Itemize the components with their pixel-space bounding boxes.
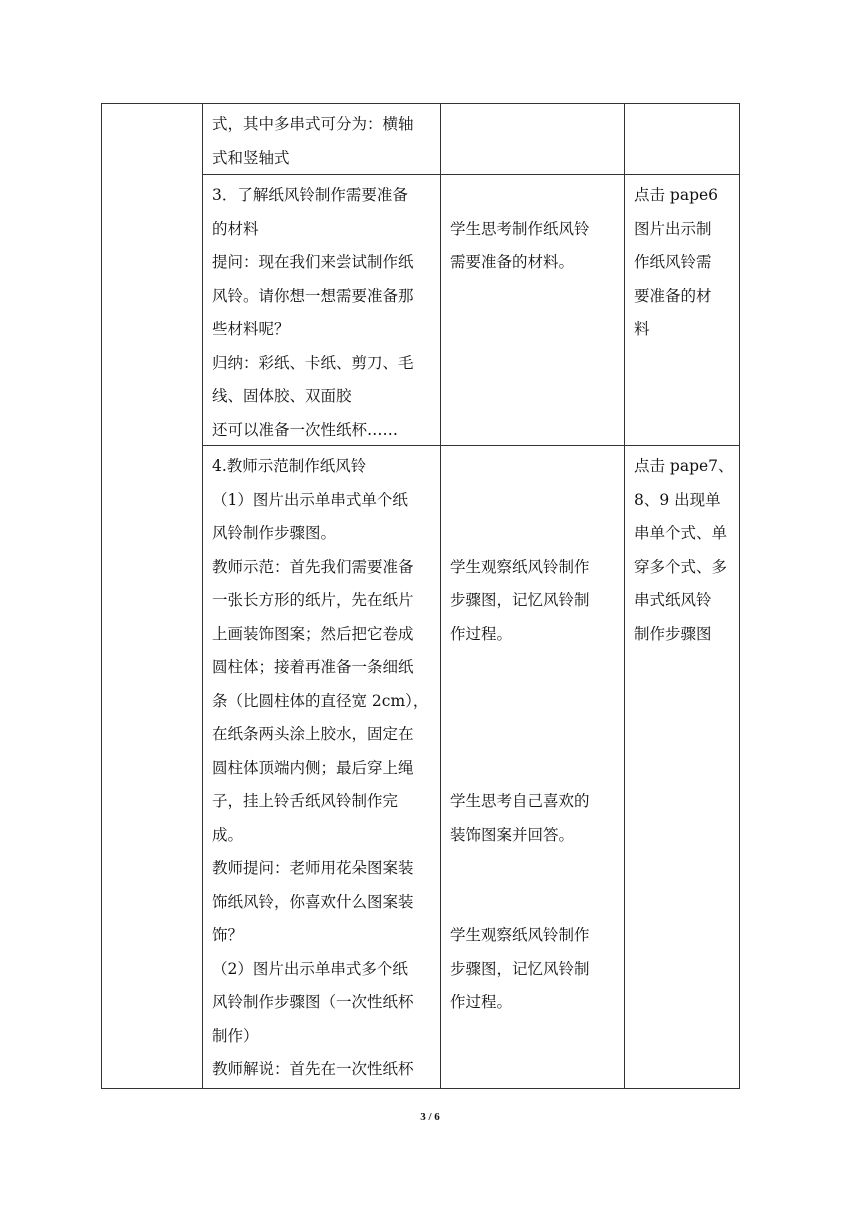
text-line: 学生观察纸风铃制作 xyxy=(450,557,590,576)
text-line: 料 xyxy=(634,320,650,338)
text-line: 饰？ xyxy=(212,926,244,944)
text-line: 点击 pape6 xyxy=(634,186,719,204)
text-line: 风铃。请你想一想需要准备那 xyxy=(212,286,414,305)
text-line: 学生思考制作纸风铃 xyxy=(450,219,590,238)
text-line: 式，其中多串式可分为：横轴 xyxy=(212,115,414,133)
lesson-plan-table xyxy=(101,103,740,1089)
text-line: 的材料 xyxy=(212,219,259,238)
text-line: 串式纸风铃 xyxy=(634,591,712,609)
table-cell-student-activity xyxy=(441,175,625,446)
page-number: 3 / 6 xyxy=(420,1111,440,1123)
text-line: 步骤图，记忆风铃制 xyxy=(450,591,590,609)
text-line: （2）图片出示单串式多个纸 xyxy=(212,959,408,978)
text-line: 条（比圆柱体的直径宽 2cm）， xyxy=(212,691,429,710)
text-line: 学生思考自己喜欢的 xyxy=(450,792,590,810)
text-line: 作过程。 xyxy=(450,993,513,1011)
table-row xyxy=(102,104,740,175)
text-line: 归纳：彩纸、卡纸、剪刀、毛 xyxy=(212,353,414,372)
text-line: 线、固体胶、双面胶 xyxy=(212,387,352,405)
text-line: 学生观察纸风铃制作 xyxy=(450,926,590,944)
text-line: 饰纸风铃，你喜欢什么图案装 xyxy=(212,892,414,911)
text-line: 圆柱体；接着再准备一条细纸 xyxy=(212,658,414,676)
text-line: 作过程。 xyxy=(450,624,513,643)
text-line: 圆柱体顶端内侧；最后穿上绳 xyxy=(212,758,414,777)
text-line: 步骤图，记忆风铃制 xyxy=(450,959,590,978)
text-line: 装饰图案并回答。 xyxy=(450,825,575,844)
text-line: 上画装饰图案；然后把它卷成 xyxy=(212,624,414,643)
table-cell-stage xyxy=(102,104,203,1089)
text-line: 风铃制作步骤图。 xyxy=(212,524,337,542)
text-line: 子，挂上铃舌纸风铃制作完 xyxy=(212,792,399,810)
text-line: 风铃制作步骤图（一次性纸杯 xyxy=(212,993,414,1011)
text-line: 教师解说：首先在一次性纸杯 xyxy=(212,1060,414,1078)
text-line: 些材料呢？ xyxy=(212,320,290,338)
text-line: 还可以准备一次性纸杯…… xyxy=(212,420,399,439)
text-line: 8、9 出现单 xyxy=(634,490,721,509)
text-line: 4.教师示范制作纸风铃 xyxy=(212,457,367,475)
text-line: 式和竖轴式 xyxy=(212,148,290,167)
table-cell-design-intent xyxy=(625,175,740,446)
text-line: 教师示范：首先我们需要准备 xyxy=(212,557,414,576)
text-line: 图片出示制 xyxy=(634,219,712,238)
text-line: 制作步骤图 xyxy=(634,624,712,643)
text-line: 3．了解纸风铃制作需要准备 xyxy=(212,186,408,204)
text-line: 教师提问：老师用花朵图案装 xyxy=(212,859,414,877)
text-line: 串单个式、单 xyxy=(634,524,728,542)
text-line: 要准备的材 xyxy=(634,286,712,305)
table-cell-design-intent xyxy=(625,446,740,1089)
table-cell-student-activity xyxy=(441,104,625,175)
text-line: 作纸风铃需 xyxy=(634,253,712,271)
text-line: 在纸条两头涂上胶水，固定在 xyxy=(212,725,414,743)
text-line: 需要准备的材料。 xyxy=(450,253,575,271)
table-cell-design-intent xyxy=(625,104,740,175)
text-line: 成。 xyxy=(212,825,244,844)
table-cell-teacher-activity xyxy=(203,104,441,175)
table-cell-teacher-activity xyxy=(203,175,441,446)
text-line: 制作） xyxy=(212,1026,259,1045)
text-line: 穿多个式、多 xyxy=(634,557,728,576)
table-cell-teacher-activity xyxy=(203,446,441,1089)
table-cell-student-activity xyxy=(441,446,625,1089)
text-line: 一张长方形的纸片，先在纸片 xyxy=(212,591,414,609)
text-line: 提问：现在我们来尝试制作纸 xyxy=(212,253,414,271)
text-line: 点击 pape7、 xyxy=(634,457,734,475)
text-line: （1）图片出示单串式单个纸 xyxy=(212,490,408,509)
